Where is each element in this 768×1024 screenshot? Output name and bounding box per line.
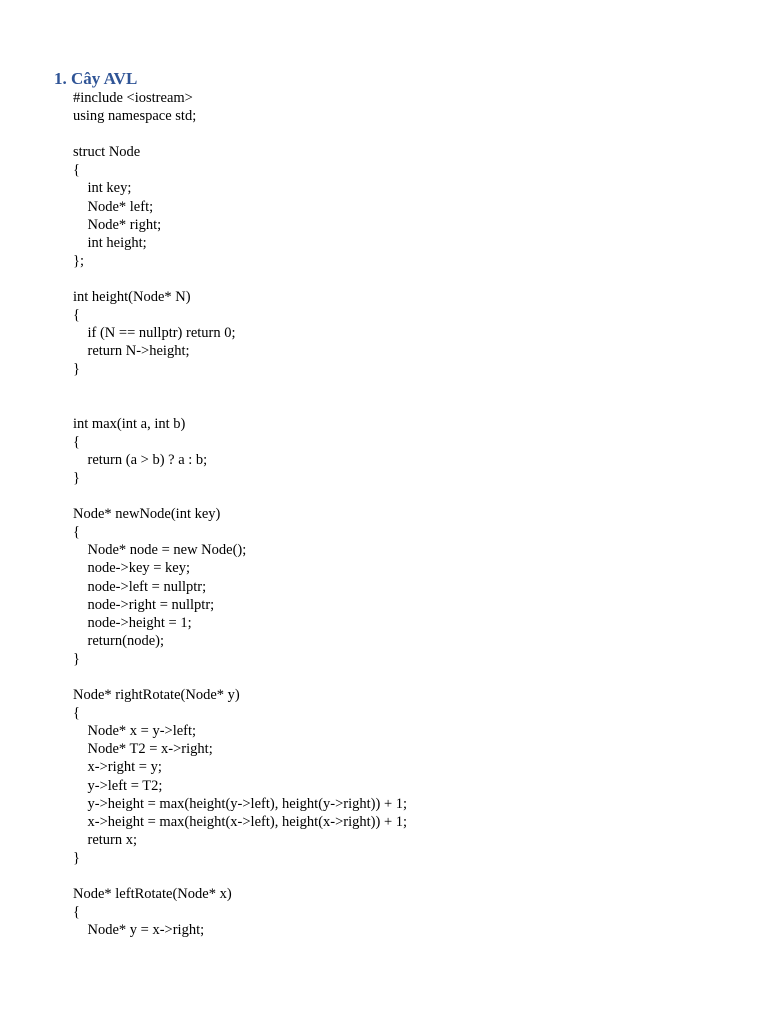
code-line: Node* x = y->left; <box>73 723 197 740</box>
code-line: x->height = max(height(x->left), height(x->right)) + 1; <box>73 813 408 830</box>
blank-line <box>73 379 753 397</box>
code-line: y->left = T2; <box>73 777 163 794</box>
blank-line <box>73 668 753 686</box>
code-line: return x; <box>73 831 138 848</box>
code-line: Node* T2 = x->right; <box>73 741 213 758</box>
code-line: Node* rightRotate(Node* y) <box>73 687 240 704</box>
section-heading <box>54 68 137 90</box>
code-line: Node* y = x->right; <box>73 922 205 939</box>
blank-line <box>73 487 753 505</box>
code-line: y->height = max(height(y->left), height(y->right)) + 1; <box>73 795 408 812</box>
code-line: { <box>73 162 80 179</box>
code-line: { <box>73 524 80 541</box>
code-line: } <box>73 849 80 866</box>
blank-line <box>73 125 753 143</box>
code-line: return N->height; <box>73 343 190 360</box>
code-line: { <box>73 433 80 450</box>
code-line: }; <box>73 252 84 269</box>
code-line: Node* left; <box>73 198 154 215</box>
code-line: int max(int a, int b) <box>73 415 186 432</box>
heading-number: 1. <box>54 69 67 88</box>
code-line: #include <iostream> <box>73 90 193 106</box>
code-line: int key; <box>73 180 132 197</box>
code-block <box>73 89 753 939</box>
heading-title: Cây AVL <box>71 69 138 88</box>
code-line: node->key = key; <box>73 560 191 577</box>
code-line: Node* leftRotate(Node* x) <box>73 886 232 903</box>
code-line: Node* newNode(int key) <box>73 506 221 523</box>
code-line: using namespace std; <box>73 108 197 125</box>
code-line: int height; <box>73 234 147 251</box>
code-line: x->right = y; <box>73 759 162 776</box>
code-line: { <box>73 705 80 722</box>
blank-line <box>73 397 753 415</box>
code-line: struct Node <box>73 144 141 161</box>
code-line: } <box>73 650 80 667</box>
code-line: { <box>73 307 80 324</box>
code-line: int height(Node* N) <box>73 289 191 306</box>
blank-line <box>73 867 753 885</box>
code-line: if (N == nullptr) return 0; <box>73 325 236 342</box>
code-line: Node* right; <box>73 216 162 233</box>
code-line: } <box>73 469 80 486</box>
code-line: Node* node = new Node(); <box>73 542 247 559</box>
blank-line <box>73 270 753 288</box>
code-line: node->height = 1; <box>73 614 192 631</box>
code-line: { <box>73 904 80 921</box>
code-line: } <box>73 361 80 378</box>
code-line: return(node); <box>73 632 164 649</box>
code-line: node->left = nullptr; <box>73 578 207 595</box>
code-line: return (a > b) ? a : b; <box>73 451 208 468</box>
code-line: node->right = nullptr; <box>73 596 215 613</box>
